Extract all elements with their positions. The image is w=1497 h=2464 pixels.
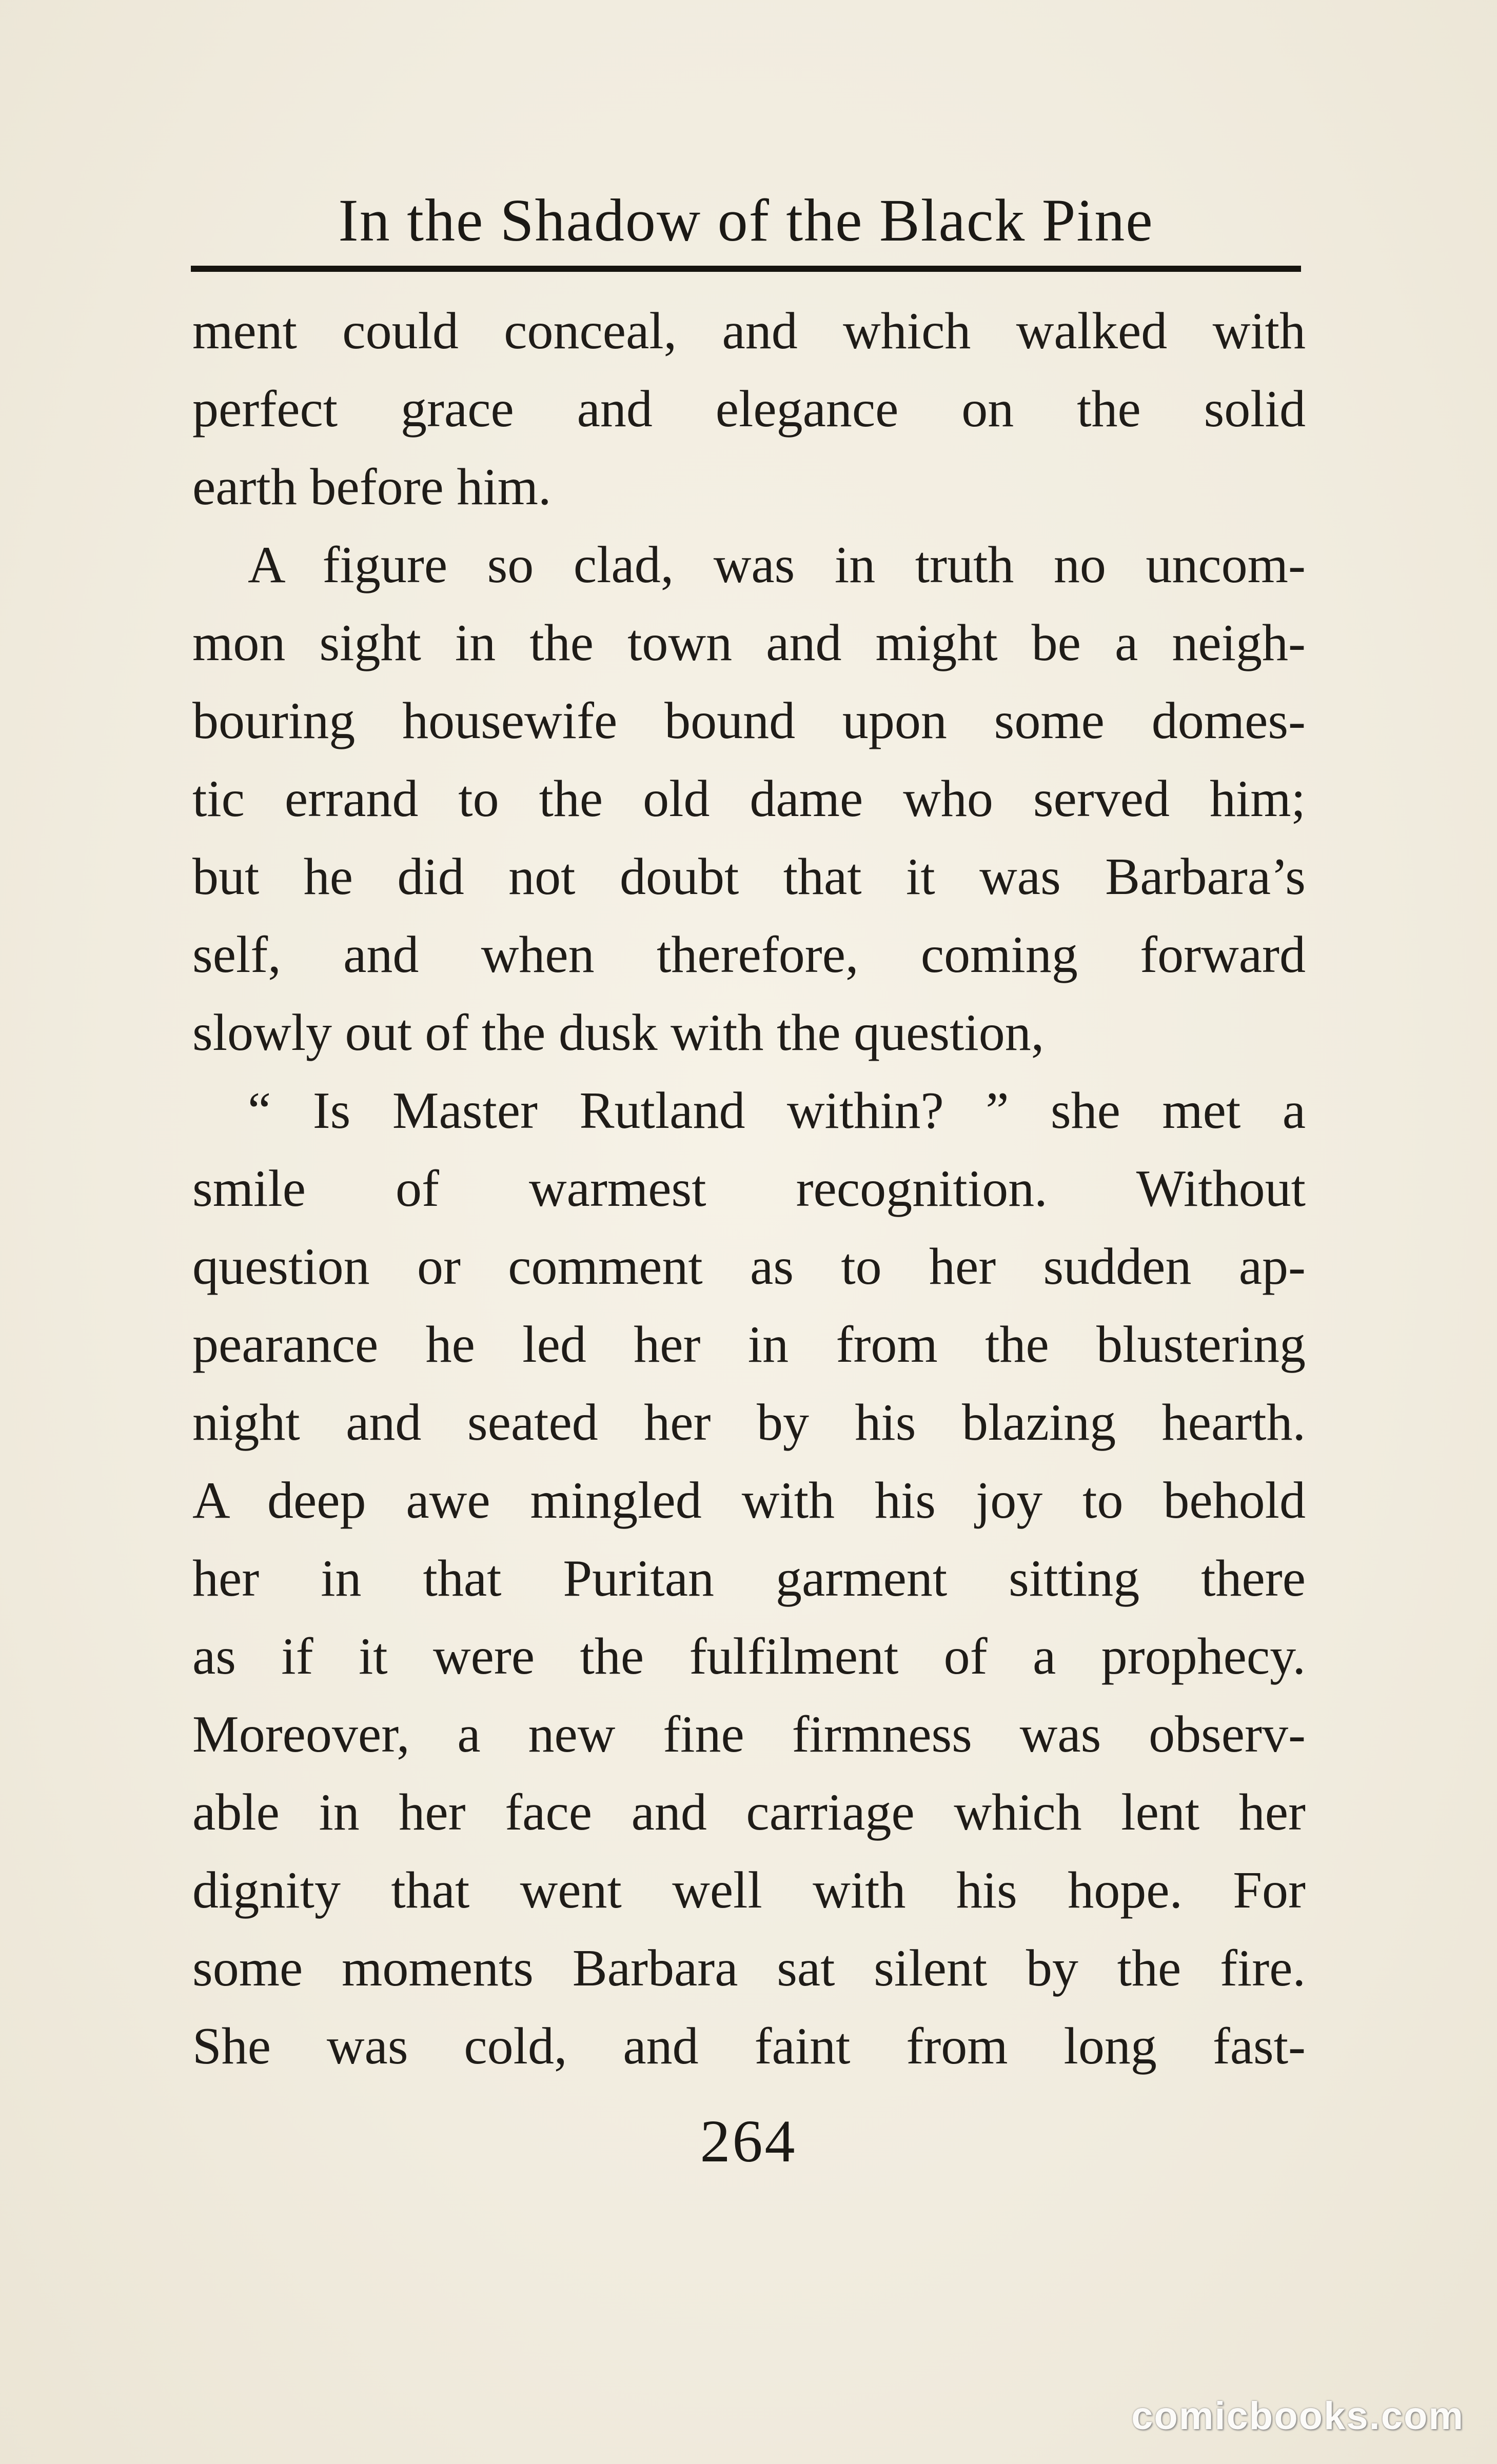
text-line: some moments Barbara sat silent by the fire. — [192, 1939, 1306, 1997]
text-line: dignity that went well with his hope. For — [192, 1861, 1306, 1919]
text-line: able in her face and carriage which lent her — [192, 1783, 1306, 1841]
text-line: smile of warmest recognition. Without — [192, 1160, 1306, 1218]
text-line: A deep awe mingled with his joy to behold — [192, 1472, 1306, 1529]
text-line: earth before him. — [192, 458, 551, 516]
text-line: as if it were the fulfilment of a prophecy. — [192, 1627, 1306, 1685]
text-line: perfect grace and elegance on the solid — [192, 380, 1306, 438]
running-header — [191, 174, 1301, 282]
text-line: ment could conceal, and which walked with — [192, 302, 1306, 360]
running-title: In the Shadow of the Black Pine — [338, 187, 1154, 254]
text-line: tic errand to the old dame who served him; — [192, 770, 1306, 828]
text-line: night and seated her by his blazing hearth. — [192, 1394, 1306, 1452]
text-line: pearance he led her in from the blustering — [192, 1316, 1306, 1374]
text-line: bouring housewife bound upon some domes- — [192, 692, 1306, 750]
text-line: but he did not doubt that it was Barbara’s — [192, 848, 1306, 906]
text-line: question or comment as to her sudden ap- — [192, 1238, 1306, 1296]
text-line: “ Is Master Rutland within? ” she met a — [248, 1082, 1306, 1140]
text-line: mon sight in the town and might be a neigh- — [192, 614, 1306, 672]
text-line: She was cold, and faint from long fast- — [192, 2017, 1306, 2075]
watermark: comicbooks.com — [1131, 2394, 1464, 2438]
page-number: 264 — [700, 2108, 797, 2175]
text-line: A figure so clad, was in truth no uncom- — [248, 536, 1306, 594]
header-rule — [191, 266, 1301, 272]
text-line: self, and when therefore, coming forward — [192, 926, 1306, 984]
text-line: her in that Puritan garment sitting there — [192, 1549, 1306, 1607]
text-line: slowly out of the dusk with the question, — [192, 1004, 1045, 1062]
text-line: Moreover, a new fine firmness was observ- — [192, 1705, 1306, 1763]
body-text — [192, 292, 1306, 2085]
